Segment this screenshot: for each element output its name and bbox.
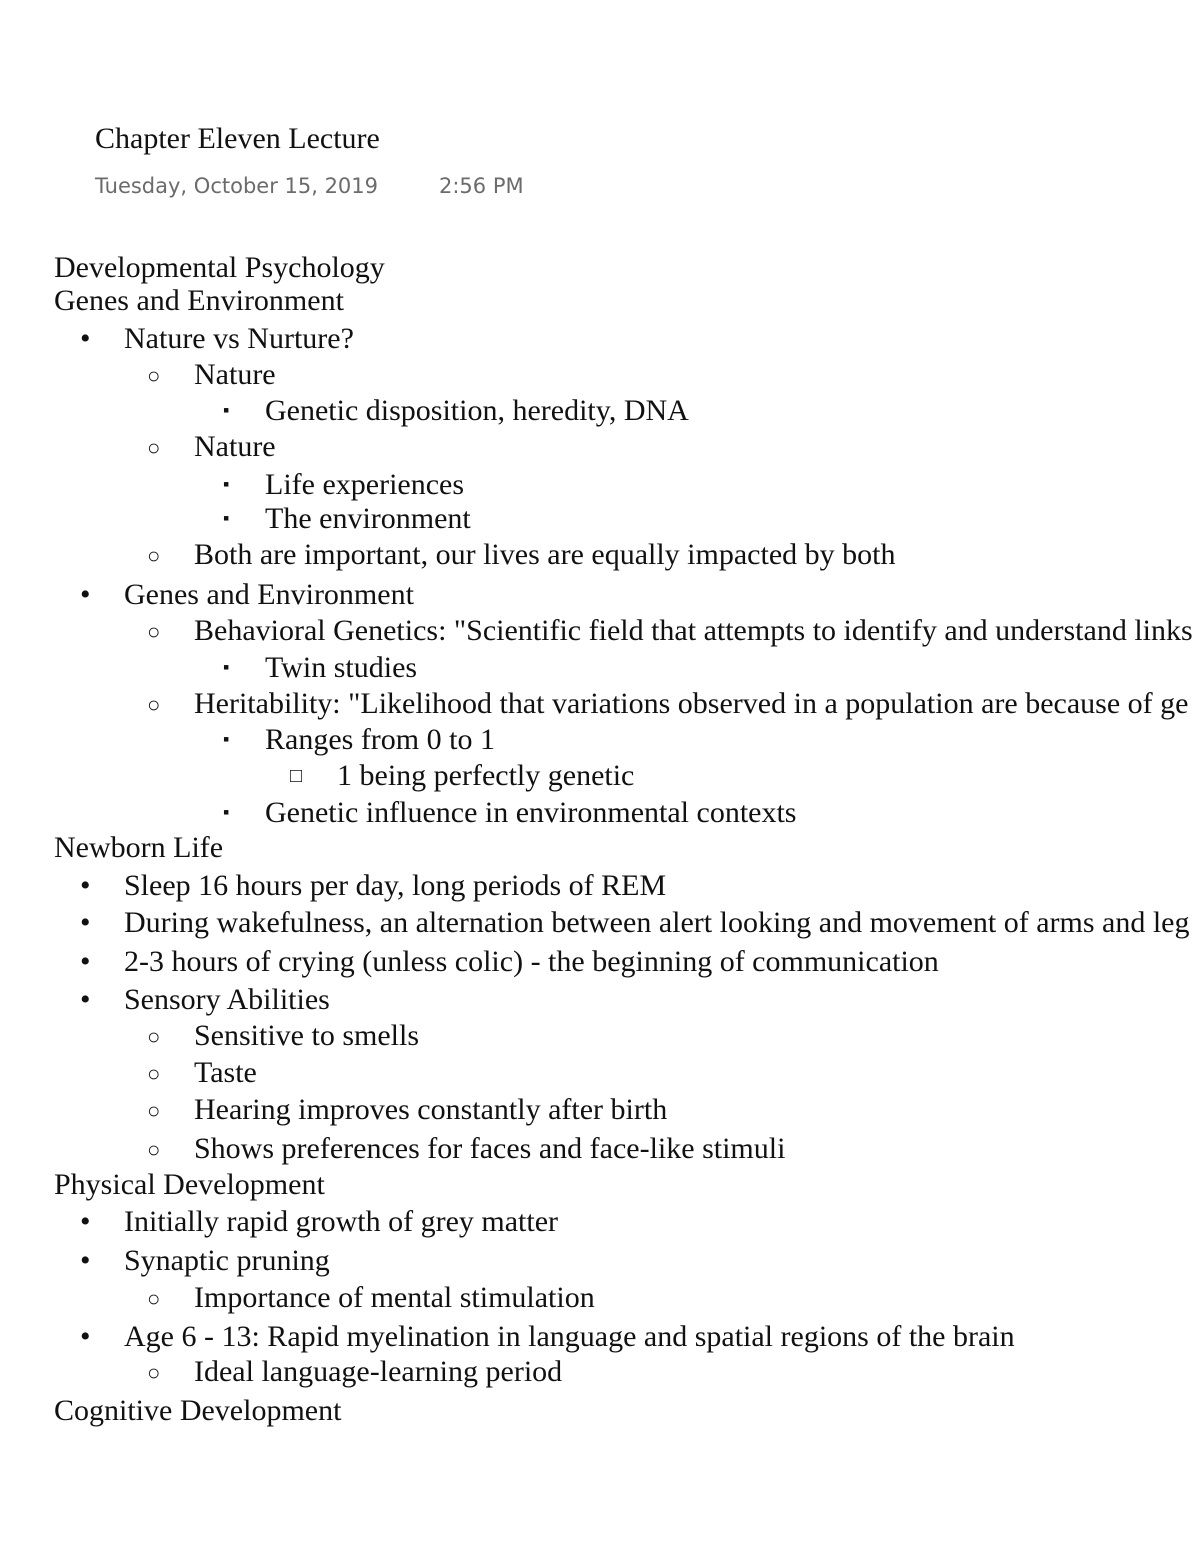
bullet-circle-icon: ○ xyxy=(147,1360,161,1385)
list-item: Sleep 16 hours per day, long periods of REM xyxy=(124,869,667,902)
bullet-circle-icon: ○ xyxy=(147,1024,161,1049)
list-item: 2-3 hours of crying (unless colic) - the beginning of communication xyxy=(124,945,939,978)
bullet-circle-icon: ○ xyxy=(147,692,161,717)
list-item: Initially rapid growth of grey matter xyxy=(124,1205,559,1238)
list-item: Nature xyxy=(194,430,276,463)
list-item: Behavioral Genetics: "Scientific field that attempts to identify and understand links xyxy=(194,614,1193,647)
bullet-disc-icon: • xyxy=(80,945,91,978)
bullet-square-icon: ▪ xyxy=(223,400,230,420)
note-time: 2:56 PM xyxy=(439,174,524,198)
section-heading: Cognitive Development xyxy=(54,1394,342,1427)
list-item: Twin studies xyxy=(265,651,418,684)
section-heading: Newborn Life xyxy=(54,831,224,864)
section-heading: Genes and Environment xyxy=(54,284,344,317)
list-item: Sensitive to smells xyxy=(194,1019,419,1052)
note-date: Tuesday, October 15, 2019 xyxy=(95,174,379,198)
section-heading: Physical Development xyxy=(54,1168,325,1201)
bullet-disc-icon: • xyxy=(80,322,91,355)
bullet-square-icon: ▪ xyxy=(223,474,230,494)
bullet-box-icon: □ xyxy=(290,765,303,787)
bullet-disc-icon: • xyxy=(80,1205,91,1238)
section-heading: Developmental Psychology xyxy=(54,251,385,284)
list-item: Importance of mental stimulation xyxy=(194,1281,595,1314)
list-item: Sensory Abilities xyxy=(124,983,330,1016)
list-item: Both are important, our lives are equally impacted by both xyxy=(194,538,896,571)
list-item: Nature vs Nurture? xyxy=(124,322,354,355)
bullet-square-icon: ▪ xyxy=(223,657,230,677)
bullet-square-icon: ▪ xyxy=(223,802,230,822)
bullet-disc-icon: • xyxy=(80,869,91,902)
list-item: Age 6 - 13: Rapid myelination in language and spatial regions of the brain xyxy=(124,1320,1015,1353)
list-item: Hearing improves constantly after birth xyxy=(194,1093,668,1126)
list-item: The environment xyxy=(265,502,471,535)
bullet-circle-icon: ○ xyxy=(147,619,161,644)
page-title: Chapter Eleven Lecture xyxy=(95,122,380,155)
bullet-circle-icon: ○ xyxy=(147,1098,161,1123)
bullet-circle-icon: ○ xyxy=(147,543,161,568)
list-item: 1 being perfectly genetic xyxy=(337,759,635,792)
bullet-circle-icon: ○ xyxy=(147,1286,161,1311)
bullet-square-icon: ▪ xyxy=(223,508,230,528)
bullet-disc-icon: • xyxy=(80,578,91,611)
bullet-circle-icon: ○ xyxy=(147,435,161,460)
list-item: Genetic influence in environmental contexts xyxy=(265,796,797,829)
bullet-circle-icon: ○ xyxy=(147,1061,161,1086)
list-item: Nature xyxy=(194,358,276,391)
bullet-square-icon: ▪ xyxy=(223,729,230,749)
list-item: Shows preferences for faces and face-like stimuli xyxy=(194,1132,786,1165)
bullet-circle-icon: ○ xyxy=(147,363,161,388)
list-item: During wakefulness, an alternation between alert looking and movement of arms and leg xyxy=(124,906,1190,939)
bullet-disc-icon: • xyxy=(80,906,91,939)
list-item: Synaptic pruning xyxy=(124,1244,330,1277)
list-item: Ranges from 0 to 1 xyxy=(265,723,495,756)
bullet-circle-icon: ○ xyxy=(147,1137,161,1162)
list-item: Genetic disposition, heredity, DNA xyxy=(265,394,689,427)
bullet-disc-icon: • xyxy=(80,1244,91,1277)
list-item: Taste xyxy=(194,1056,257,1089)
list-item: Life experiences xyxy=(265,468,465,501)
list-item: Genes and Environment xyxy=(124,578,414,611)
bullet-disc-icon: • xyxy=(80,983,91,1016)
list-item: Heritability: "Likelihood that variations observed in a population are because of ge xyxy=(194,687,1189,720)
bullet-disc-icon: • xyxy=(80,1320,91,1353)
list-item: Ideal language-learning period xyxy=(194,1355,563,1388)
